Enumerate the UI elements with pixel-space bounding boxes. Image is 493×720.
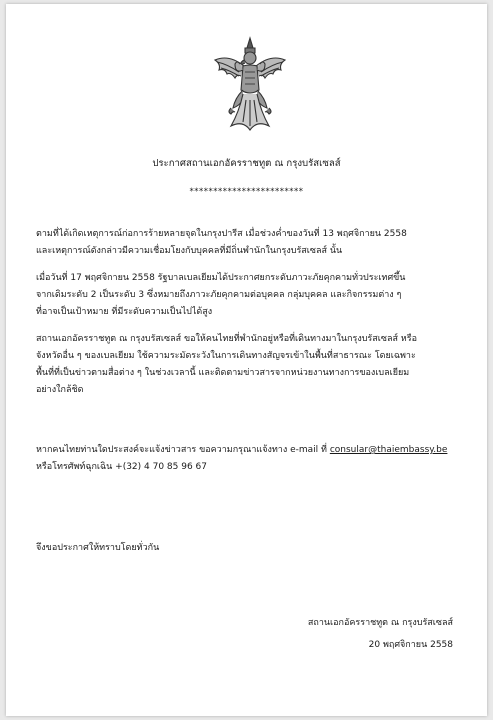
- paragraph-line: พื้นที่ที่เป็นข่าวตามสื่อต่าง ๆ ในช่วงเวลานี้ และติดตามข่าวสารจากหน่วยงานทางการของเบลเยียม: [36, 368, 410, 378]
- paragraph-line: และเหตุการณ์ดังกล่าวมีความเชื่อมโยงกับบุคคลที่มีถิ่นพำนักในกรุงบรัสเซลส์ นั้น: [36, 246, 343, 256]
- paragraph-contact: [36, 442, 466, 476]
- paragraph-line: จังหวัดอื่น ๆ ของเบลเยียม ใช้ความระมัดระวังในการเดินทางสัญจรเข้าในพื้นที่สาธารณะ โดยเฉพาะ: [36, 351, 416, 361]
- paragraph-incident: [36, 226, 466, 260]
- emergency-phone: หรือโทรศัพท์ฉุกเฉิน +(32) 4 70 85 96 67: [36, 462, 208, 472]
- contact-prefix: หากคนไทยท่านใดประสงค์จะแจ้งข่าวสาร ขอความกรุณาแจ้งทาง e-mail ที่: [36, 445, 330, 455]
- paragraph-line: สถานเอกอัครราชทูต ณ กรุงบรัสเซลส์ ขอให้คนไทยที่พำนักอยู่หรือที่เดินทางมาในกรุงบรัสเซลส์ หรือ: [36, 334, 417, 344]
- paragraph-advice: [36, 331, 466, 399]
- paragraph-line: จากเดิมระดับ 2 เป็นระดับ 3 ซึ่งหมายถึงภาวะภัยคุกคามต่อบุคคล กลุ่มบุคคล และกิจกรรมต่าง ๆ: [36, 290, 402, 300]
- garuda-emblem-icon: [209, 34, 291, 134]
- paragraph-line: [36, 442, 466, 459]
- title-separator: ************************: [189, 187, 304, 197]
- closing-line: จึงขอประกาศให้ทราบโดยทั่วกัน: [36, 543, 160, 553]
- issuer-name: สถานเอกอัครราชทูต ณ กรุงบรัสเซลส์: [307, 618, 453, 628]
- paragraph-line: ที่อาจเป็นเป้าหมาย ที่มีระดับความเป็นไปได้สูง: [36, 307, 213, 317]
- paragraph-line: อย่างใกล้ชิด: [36, 385, 84, 395]
- announcement-title: ประกาศสถานเอกอัครราชทูต ณ กรุงบรัสเซลส์: [152, 158, 341, 169]
- closing-statement: [36, 540, 466, 557]
- paragraph-line: เมื่อวันที่ 17 พฤศจิกายน 2558 รัฐบาลเบลเยียมได้ประกาศยกระดับภาวะภัยคุกคามทั่วประเทศขึ้น: [36, 273, 406, 283]
- paragraph-threat-level: [36, 270, 466, 321]
- announcement-page: [6, 4, 487, 716]
- signature-block: [213, 612, 453, 656]
- paragraph-line: ตามที่ได้เกิดเหตุการณ์ก่อการร้ายหลายจุดในกรุงปารีส เมื่อช่วงค่ำของวันที่ 13 พฤศจิกายน 2558: [36, 229, 407, 239]
- email-link[interactable]: consular@thaiembassy.be: [329, 445, 448, 455]
- issue-date: 20 พฤศจิกายน 2558: [368, 640, 453, 650]
